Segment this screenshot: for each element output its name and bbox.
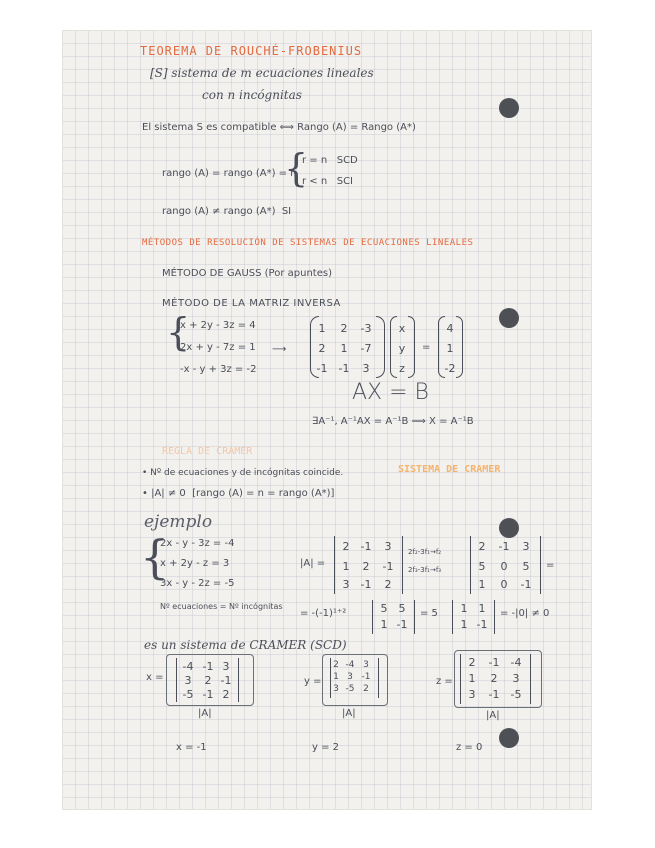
x-cell: -5 [182, 688, 194, 701]
methods-heading: MÉTODOS DE RESOLUCIÓN DE SISTEMAS DE ECUACIONES LINEALES [142, 238, 474, 248]
x-cell: 2 [222, 688, 230, 701]
det-bar [460, 654, 461, 704]
rank-equation: rango (A) = rango (A*) = r [162, 168, 295, 179]
example-equation-2: x + 2y - z = 3 [160, 558, 230, 569]
binder-hole [499, 98, 519, 118]
det-cell: 0 [500, 560, 508, 573]
equation-3: -x - y + 3z = -2 [180, 364, 257, 375]
matrix-cell: 3 [362, 362, 370, 375]
example-equation-3: 3x - y - 2z = -5 [160, 578, 235, 589]
matrix-cell: -3 [360, 322, 372, 335]
binder-hole [499, 308, 519, 328]
cramer-condition-2: • |A| ≠ 0 [rango (A) = n = rango (A*)] [142, 488, 335, 499]
x-cell: -1 [202, 660, 214, 673]
matrix-cell: -1 [316, 362, 328, 375]
cramer-condition-1: • Nº de ecuaciones y de incógnitas coincide. [142, 468, 344, 478]
det-bar [530, 654, 531, 704]
times-five: = 5 [420, 608, 438, 619]
x-cell: 2 [204, 674, 212, 687]
det-cell: 3 [384, 540, 392, 553]
det-bar [402, 536, 403, 594]
matrix-cell: 2 [318, 342, 326, 355]
z-cell: 3 [512, 672, 520, 685]
equals-sign: = [546, 560, 555, 571]
z-cell: -1 [488, 656, 500, 669]
minor-cell: 1 [460, 618, 468, 631]
y-label: y = [304, 676, 322, 687]
vector-cell: 4 [446, 322, 454, 335]
minor-cell: -1 [396, 618, 408, 631]
answer-y: y = 2 [312, 742, 340, 753]
equation-1: x + 2y - 3z = 4 [180, 320, 256, 331]
det-bar [334, 536, 335, 594]
cofactor-expansion: = -(-1)¹⁺² [300, 608, 347, 619]
curly-brace: { [284, 146, 309, 190]
det-cell: -1 [382, 560, 394, 573]
det-bar [494, 600, 495, 634]
y-cell: 2 [333, 660, 339, 670]
z-denominator: |A| [486, 710, 500, 721]
vector-cell: y [398, 342, 406, 355]
x-cell: -1 [220, 674, 232, 687]
minor-cell: 1 [380, 618, 388, 631]
x-denominator: |A| [198, 708, 212, 719]
det-bar [176, 658, 177, 702]
minor-cell: 1 [478, 602, 486, 615]
answer-z: z = 0 [456, 742, 483, 753]
y-cell: -5 [345, 684, 355, 694]
row-operation-1: 2f₂-3f₁→f₂ [408, 548, 442, 556]
determinant-result: = -|0| ≠ 0 [500, 608, 550, 619]
det-cell: -1 [360, 540, 372, 553]
det-a-label: |A| = [300, 558, 326, 569]
equation-2: 2x + y - 7z = 1 [180, 342, 256, 353]
x-label: x = [146, 672, 164, 683]
cramer-heading: REGLA DE CRAMER [162, 446, 253, 457]
det-cell: 3 [522, 540, 530, 553]
example-note: Nº ecuaciones = Nº incógnitas [160, 602, 283, 611]
det-cell: 1 [342, 560, 350, 573]
det-bar [414, 600, 415, 634]
det-cell: 5 [478, 560, 486, 573]
det-bar [452, 600, 453, 634]
y-cell: 1 [333, 672, 339, 682]
vector-cell: -2 [444, 362, 456, 375]
binder-hole [499, 728, 519, 748]
page-title: TEOREMA DE ROUCHÉ-FROBENIUS [140, 44, 363, 58]
det-bar [540, 536, 541, 594]
x-cell: 3 [222, 660, 230, 673]
z-cell: 2 [468, 656, 476, 669]
det-bar [238, 658, 239, 702]
vector-cell: x [398, 322, 406, 335]
minor-cell: 5 [398, 602, 406, 615]
y-cell: 3 [347, 672, 353, 682]
z-label: z = [436, 676, 453, 687]
det-cell: 5 [522, 560, 530, 573]
matrix-paren [376, 316, 385, 378]
x-cell: -1 [202, 688, 214, 701]
case-si: rango (A) ≠ rango (A*) SI [162, 206, 292, 217]
system-brace: { [140, 530, 170, 584]
answer-x: x = -1 [176, 742, 207, 753]
inverse-method-title: MÉTODO DE LA MATRIZ INVERSA [162, 298, 341, 309]
y-cell: 2 [363, 684, 369, 694]
det-cell: 2 [362, 560, 370, 573]
ax-equals-b: AX = B [352, 380, 429, 405]
equals-sign: = [422, 342, 431, 353]
matrix-cell: -1 [338, 362, 350, 375]
gauss-method: MÉTODO DE GAUSS (Por apuntes) [162, 268, 332, 279]
compatibility-statement: El sistema S es compatible ⟺ Rango (A) = Rango (A*) [142, 122, 416, 133]
det-cell: 2 [342, 540, 350, 553]
det-cell: 2 [384, 578, 392, 591]
x-cell: 3 [184, 674, 192, 687]
y-cell: 3 [363, 660, 369, 670]
binder-hole [499, 518, 519, 538]
inverse-formula: ∃A⁻¹, A⁻¹AX = A⁻¹B ⟹ X = A⁻¹B [312, 416, 474, 427]
det-cell: 1 [478, 578, 486, 591]
z-cell: 2 [490, 672, 498, 685]
minor-cell: 1 [460, 602, 468, 615]
det-cell: -1 [520, 578, 532, 591]
matrix-cell: -7 [360, 342, 372, 355]
det-bar [378, 658, 379, 698]
example-equation-1: 2x - y - 3z = -4 [160, 538, 235, 549]
z-cell: -1 [488, 688, 500, 701]
case-scd: r = n SCD [302, 155, 358, 166]
det-cell: -1 [360, 578, 372, 591]
det-cell: 2 [478, 540, 486, 553]
det-cell: 3 [342, 578, 350, 591]
y-cell: -1 [361, 672, 371, 682]
det-bar [372, 600, 373, 634]
intro-line-2: con n incógnitas [202, 88, 302, 102]
matrix-cell: 1 [340, 342, 348, 355]
row-operation-2: 2f₃-3f₁→f₃ [408, 566, 442, 574]
system-brace: { [166, 310, 191, 354]
y-cell: -4 [345, 660, 355, 670]
minor-cell: -1 [476, 618, 488, 631]
z-cell: -4 [510, 656, 522, 669]
z-cell: -5 [510, 688, 522, 701]
example-label: ejemplo [144, 512, 213, 532]
det-cell: 0 [500, 578, 508, 591]
matrix-cell: 1 [318, 322, 326, 335]
minor-cell: 5 [380, 602, 388, 615]
det-bar [470, 536, 471, 594]
det-cell: -1 [498, 540, 510, 553]
cramer-system-highlight: SISTEMA DE CRAMER [398, 464, 501, 475]
z-cell: 3 [468, 688, 476, 701]
intro-line-1: [S] sistema de m ecuaciones lineales [150, 66, 374, 80]
cramer-conclusion: es un sistema de CRAMER (SCD) [144, 638, 347, 652]
case-sci: r < n SCI [302, 176, 354, 187]
z-cell: 1 [468, 672, 476, 685]
matrix-cell: 2 [340, 322, 348, 335]
vector-cell: z [399, 362, 405, 375]
x-cell: -4 [182, 660, 194, 673]
vector-cell: 1 [446, 342, 454, 355]
arrow: ⟶ [272, 344, 287, 355]
y-cell: 3 [333, 684, 339, 694]
y-denominator: |A| [342, 708, 356, 719]
